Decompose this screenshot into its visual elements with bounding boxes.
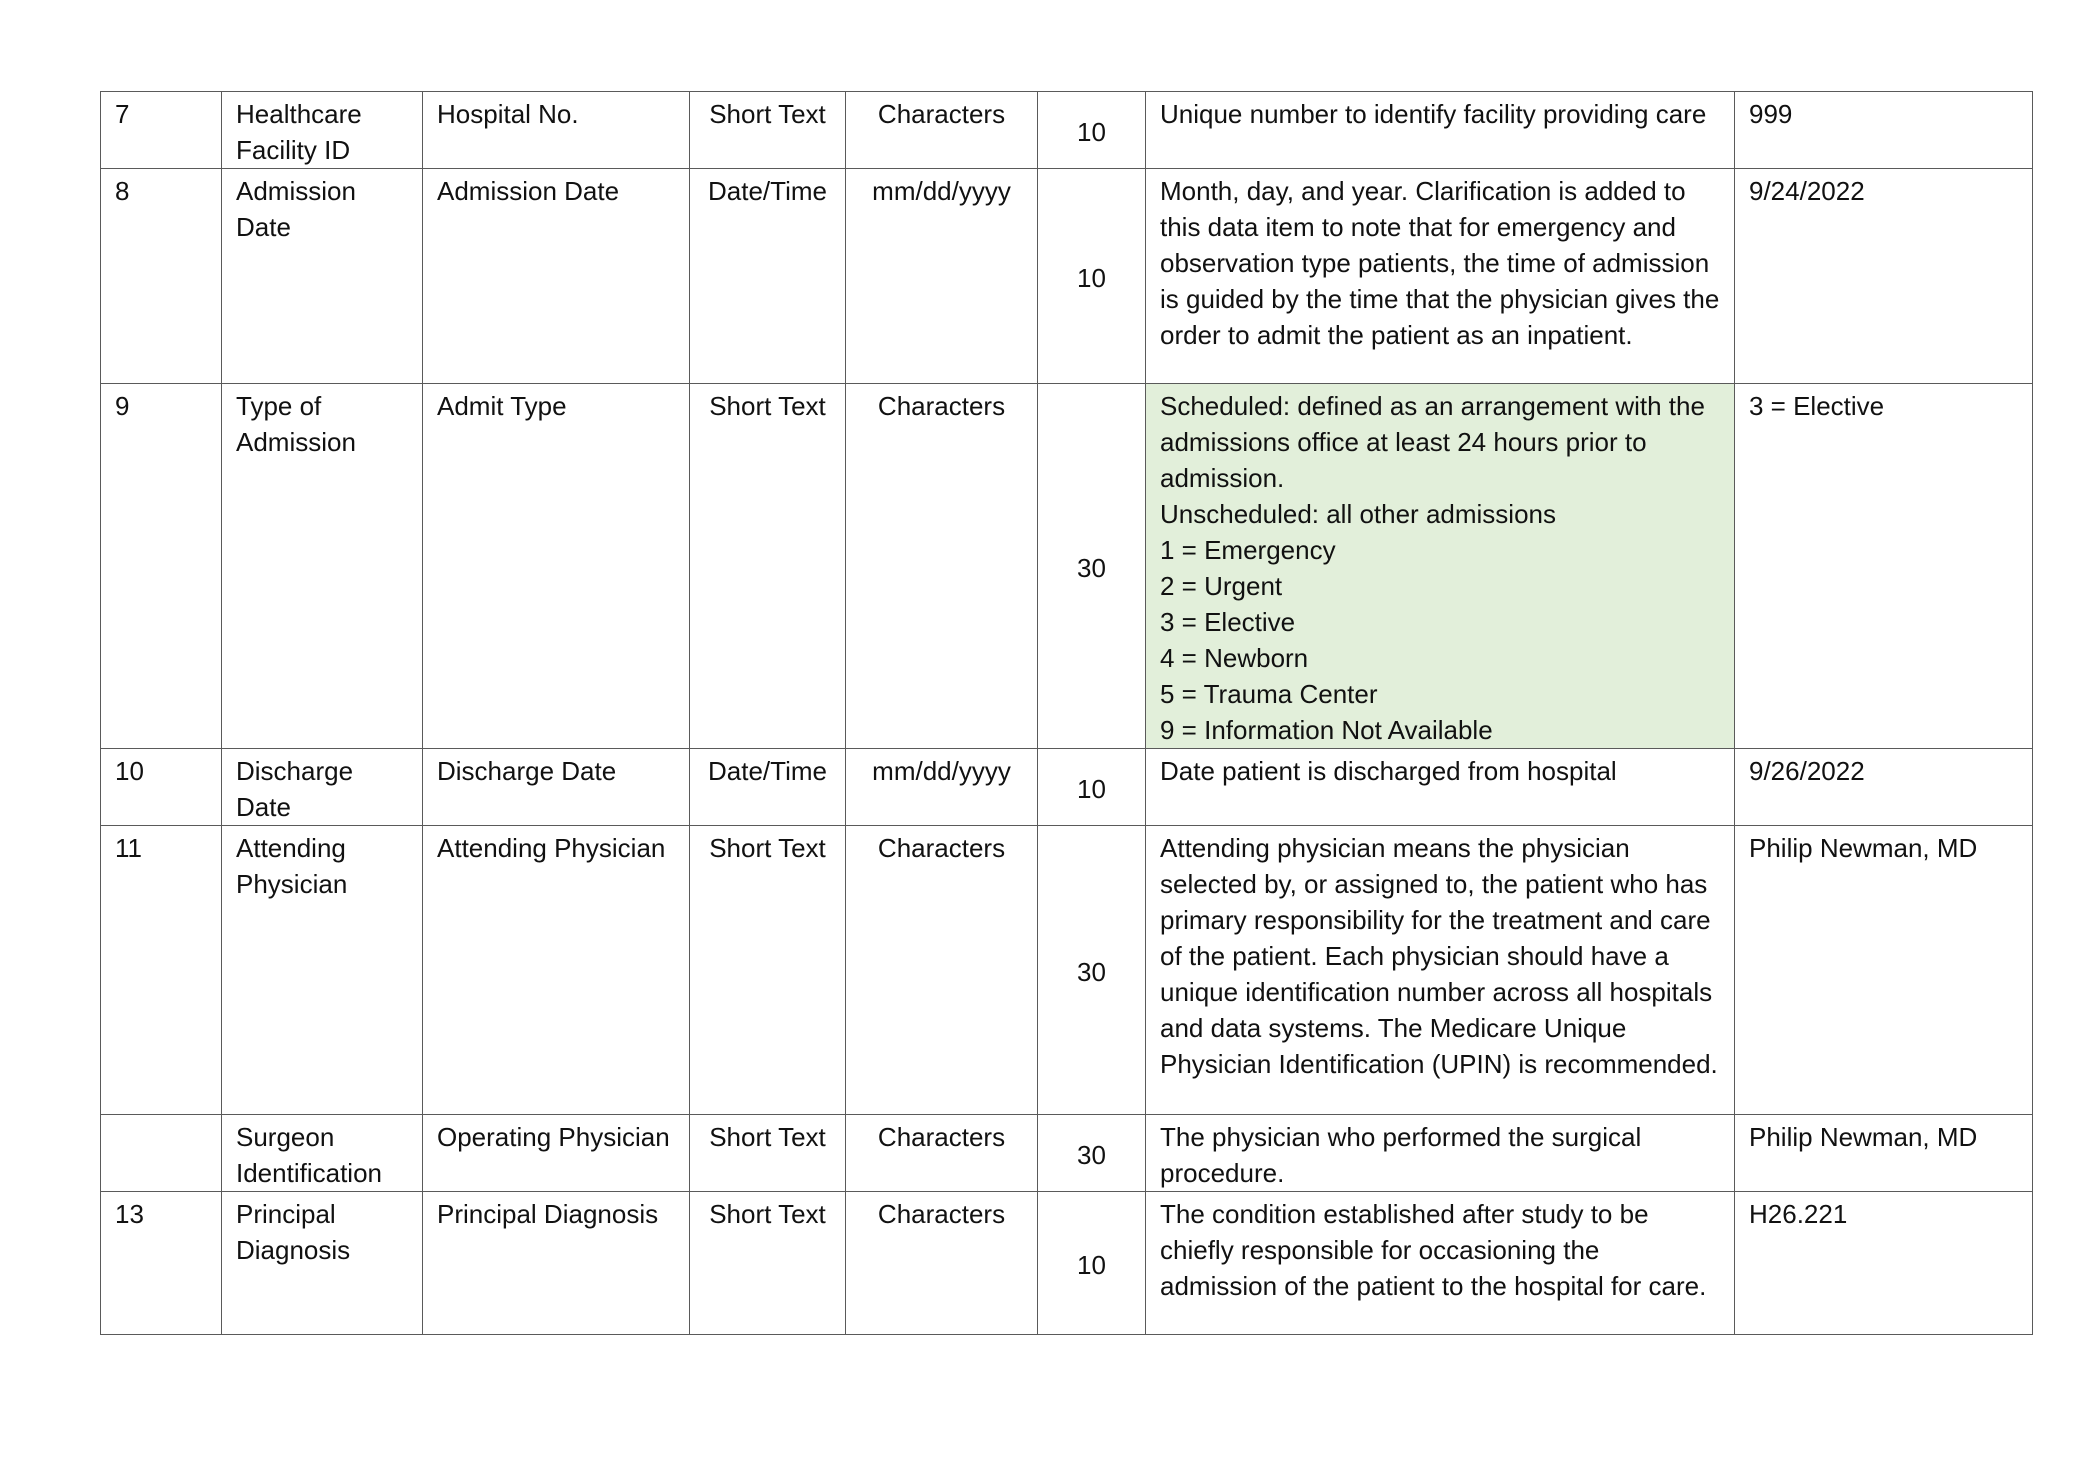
table-row: [101, 92, 2033, 169]
cell-data-type: Short Text: [690, 826, 846, 1115]
cell-description: [1146, 92, 1735, 169]
cell-db-field: Operating Physician: [423, 1115, 690, 1192]
cell-number: 7: [101, 92, 222, 169]
cell-example: 3 = Elective: [1735, 384, 2033, 749]
cell-number: 11: [101, 826, 222, 1115]
description-line: Unique number to identify facility providing care: [1160, 99, 1707, 129]
table-row: [101, 826, 2033, 1115]
cell-format: Characters: [846, 384, 1038, 749]
description-line: Attending physician means the physician selected by, or assigned to, the patient who has primary responsibility for the treatment and care of the patient. Each physician should have a unique identification number across all hospitals and data systems. The Medicare Unique Physician Identification (UPIN) is recommended.: [1160, 833, 1718, 1079]
cell-format: Characters: [846, 1115, 1038, 1192]
cell-format: mm/dd/yyyy: [846, 169, 1038, 384]
table-body: [101, 92, 2033, 1335]
cell-description: [1146, 826, 1735, 1115]
cell-length: 10: [1038, 749, 1146, 826]
cell-number: 13: [101, 1192, 222, 1335]
table-row: [101, 169, 2033, 384]
description-line: The physician who performed the surgical procedure.: [1160, 1122, 1642, 1188]
table-row: [101, 1115, 2033, 1192]
table-row: [101, 1192, 2033, 1335]
cell-example: 9/26/2022: [1735, 749, 2033, 826]
cell-example: 999: [1735, 92, 2033, 169]
cell-description: [1146, 1115, 1735, 1192]
cell-db-field: Attending Physician: [423, 826, 690, 1115]
table-row: [101, 749, 2033, 826]
description-line: Month, day, and year. Clarification is added to this data item to note that for emergency and observation type patients, the time of admission is guided by the time that the physician gives the order to admit the patient as an inpatient.: [1160, 176, 1720, 350]
cell-length: 10: [1038, 169, 1146, 384]
cell-length: 10: [1038, 1192, 1146, 1335]
description-line: 4 = Newborn: [1160, 643, 1309, 673]
cell-field-name: Healthcare Facility ID: [222, 92, 423, 169]
cell-data-type: Short Text: [690, 1115, 846, 1192]
cell-number: [101, 1115, 222, 1192]
cell-db-field: Admit Type: [423, 384, 690, 749]
cell-field-name: Admission Date: [222, 169, 423, 384]
cell-data-type: Short Text: [690, 92, 846, 169]
cell-data-type: Date/Time: [690, 749, 846, 826]
description-line: 5 = Trauma Center: [1160, 679, 1378, 709]
cell-db-field: Discharge Date: [423, 749, 690, 826]
description-line: 3 = Elective: [1160, 607, 1296, 637]
cell-field-name: Surgeon Identification: [222, 1115, 423, 1192]
description-line: Date patient is discharged from hospital: [1160, 756, 1617, 786]
description-line: The condition established after study to be chiefly responsible for occasioning the admission of the patient to the hospital for care.: [1160, 1199, 1707, 1301]
cell-format: Characters: [846, 1192, 1038, 1335]
cell-format: mm/dd/yyyy: [846, 749, 1038, 826]
cell-db-field: Admission Date: [423, 169, 690, 384]
data-dictionary-table: [100, 91, 2033, 1335]
cell-description: [1146, 1192, 1735, 1335]
cell-number: 9: [101, 384, 222, 749]
cell-field-name: Attending Physician: [222, 826, 423, 1115]
cell-length: 30: [1038, 826, 1146, 1115]
cell-example: 9/24/2022: [1735, 169, 2033, 384]
cell-field-name: Discharge Date: [222, 749, 423, 826]
cell-data-type: Date/Time: [690, 169, 846, 384]
cell-description: [1146, 749, 1735, 826]
cell-db-field: Hospital No.: [423, 92, 690, 169]
cell-format: Characters: [846, 92, 1038, 169]
cell-example: H26.221: [1735, 1192, 2033, 1335]
cell-length: 10: [1038, 92, 1146, 169]
cell-description: [1146, 384, 1735, 749]
cell-format: Characters: [846, 826, 1038, 1115]
cell-db-field: Principal Diagnosis: [423, 1192, 690, 1335]
cell-data-type: Short Text: [690, 384, 846, 749]
cell-field-name: Principal Diagnosis: [222, 1192, 423, 1335]
cell-example: Philip Newman, MD: [1735, 1115, 2033, 1192]
cell-field-name: Type of Admission: [222, 384, 423, 749]
cell-data-type: Short Text: [690, 1192, 846, 1335]
cell-description: [1146, 169, 1735, 384]
table-row: [101, 384, 2033, 749]
description-line: 9 = Information Not Available: [1160, 715, 1493, 745]
description-line: Scheduled: defined as an arrangement with the admissions office at least 24 hours prior to admission.: [1160, 391, 1705, 493]
cell-number: 8: [101, 169, 222, 384]
description-line: Unscheduled: all other admissions: [1160, 499, 1556, 529]
cell-example: Philip Newman, MD: [1735, 826, 2033, 1115]
cell-length: 30: [1038, 384, 1146, 749]
description-line: 1 = Emergency: [1160, 535, 1336, 565]
cell-number: 10: [101, 749, 222, 826]
description-line: 2 = Urgent: [1160, 571, 1283, 601]
cell-length: 30: [1038, 1115, 1146, 1192]
